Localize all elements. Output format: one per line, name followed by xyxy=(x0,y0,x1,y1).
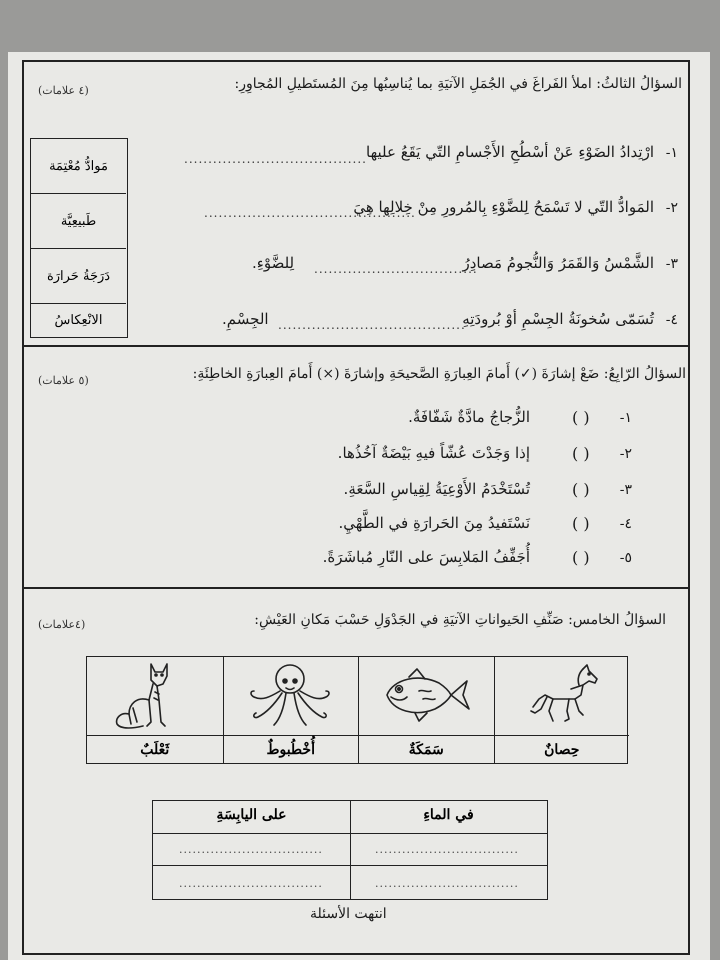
q3-item-4-after: الجِسْمِ. xyxy=(222,310,269,328)
q3-item-3-blank: .................................. xyxy=(314,262,478,276)
habitat-header-land: على اليابِسَةِ xyxy=(216,807,287,823)
horse-cell xyxy=(494,657,630,735)
word-box-option-4: الانْعِكاسُ xyxy=(54,313,103,328)
q3-item-2-blank: ............................................ xyxy=(204,206,416,220)
q3-item-4-blank: ....................................... xyxy=(278,318,466,332)
q3-item-4-number: ٤- xyxy=(665,312,678,328)
q5-marks: (٤علامات) xyxy=(38,618,86,631)
q3-item-1-number: ١- xyxy=(665,145,678,161)
q3-item-1-blank: ...................................... xyxy=(184,152,367,166)
habitat-water-blank-2[interactable]: ................................ xyxy=(375,877,519,890)
q4-item-4-text: نَسْتَفيدُ مِنَ الحَرارَةِ في الطَّهْيِ. xyxy=(338,514,530,532)
word-box xyxy=(30,138,128,338)
q4-item-4-answer-box[interactable]: ( ) xyxy=(572,514,590,533)
word-box-option-1: مَوادُّ مُعْتِمَة xyxy=(31,139,126,194)
q4-item-1-number: ١- xyxy=(619,410,632,426)
habitat-table xyxy=(152,800,548,900)
q4-item-1-answer-box[interactable]: ( ) xyxy=(572,408,590,427)
q4-item-5-answer-box[interactable]: ( ) xyxy=(572,548,590,567)
octopus-icon xyxy=(244,661,338,731)
fish-icon xyxy=(379,665,475,727)
footer-end-text: انتهت الأسئلة xyxy=(310,906,387,922)
fox-cell xyxy=(87,657,223,735)
q4-item-2-answer-box[interactable]: ( ) xyxy=(572,444,590,463)
q4-item-5-text: أُجَفِّفُ المَلابِسَ على النّارِ مُباشَرَةً. xyxy=(322,548,530,566)
q4-item-3-answer-box[interactable]: ( ) xyxy=(572,480,590,499)
fish-cell xyxy=(358,657,494,735)
q3-item-3-number: ٣- xyxy=(665,256,678,272)
animals-table xyxy=(86,656,628,764)
q3-item-2-text: المَوادُّ التّي لا تَسْمَحُ لِلضَّوْءِ بِالمُرورِ مِنْ خِلالِها هِيَ xyxy=(353,198,654,216)
fox-icon xyxy=(109,660,179,732)
horse-icon xyxy=(523,663,603,729)
habitat-row-divider xyxy=(153,865,547,866)
habitat-row-divider xyxy=(153,833,547,834)
habitat-land-blank-2[interactable]: ................................ xyxy=(179,877,323,890)
q4-title: السؤالُ الرّابِعُ: ضَعْ إشارَةَ (✓) أَمامَ العِبارَةِ الصَّحيحَةِ وإشارَةَ (×) أَمامَ العِبارَةِ الخاطِئَةِ: xyxy=(192,366,686,382)
word-box-option-3: دَرَجَةُ حَرارَة xyxy=(31,249,126,304)
q3-item-3-after: لِلضَّوْءِ. xyxy=(252,254,295,272)
q4-item-4-number: ٤- xyxy=(619,516,632,532)
animal-label-fox: ثَعْلَبٌ xyxy=(87,735,223,763)
section-divider xyxy=(22,345,690,347)
q3-marks: (٤ علامات) xyxy=(38,84,89,97)
q4-item-2-number: ٢- xyxy=(619,446,632,462)
animal-label-octopus: أُخْطُبوطٌ xyxy=(223,735,359,763)
q4-item-3-number: ٣- xyxy=(619,482,632,498)
q4-item-1-text: الزُّجاجُ مادَّةٌ شَفّافَةٌ. xyxy=(408,408,530,426)
octopus-cell xyxy=(223,657,359,735)
animal-label-horse: حِصانٌ xyxy=(494,735,630,763)
habitat-header-water: في الماءِ xyxy=(423,807,474,823)
q3-item-3-text: الشَّمْسُ وَالقَمَرُ وَالنُّجومُ مَصادِرُ xyxy=(462,254,654,272)
habitat-water-blank-1[interactable]: ................................ xyxy=(375,843,519,856)
q4-item-5-number: ٥- xyxy=(619,550,632,566)
habitat-land-blank-1[interactable]: ................................ xyxy=(179,843,323,856)
word-box-option-2: طَبيعِيَّة xyxy=(31,194,126,249)
q3-item-4-text: تُسَمّى سُخونَةُ الجِسْمِ أوْ بُرودَتِهِ xyxy=(462,310,654,328)
q3-item-2-number: ٢- xyxy=(665,200,678,216)
section-divider xyxy=(22,587,690,589)
q5-title: السؤالُ الخامس: صَنِّفِ الحَيواناتِ الآتيَةِ في الجَدْوَلِ حَسْبَ مَكانِ العَيْشِ: xyxy=(254,612,666,628)
animal-label-fish: سَمَكَةٌ xyxy=(358,735,494,763)
q3-item-1-text: ارْتِدادُ الضَوْءِ عَنْ أسْطُحِ الأَجْسامِ التّي يَقَعُ عليها xyxy=(366,143,654,161)
q4-item-3-text: تُسْتَخْدَمُ الأَوْعِيَةُ لِقِياسِ السَّعَةِ. xyxy=(343,480,530,498)
q4-item-2-text: إذا وَجَدْتَ عُشّاً فيهِ بَيْضَةٌ آخُذُها. xyxy=(337,444,530,462)
q4-marks: (٥ علامات) xyxy=(38,374,89,387)
q3-title: السؤالُ الثالثُ: املأ الفَراغَ في الجُمَلِ الآتيَةِ بما يُناسِبُها مِنَ المُستَطيلِ المُجاوِرِ: xyxy=(234,76,682,92)
